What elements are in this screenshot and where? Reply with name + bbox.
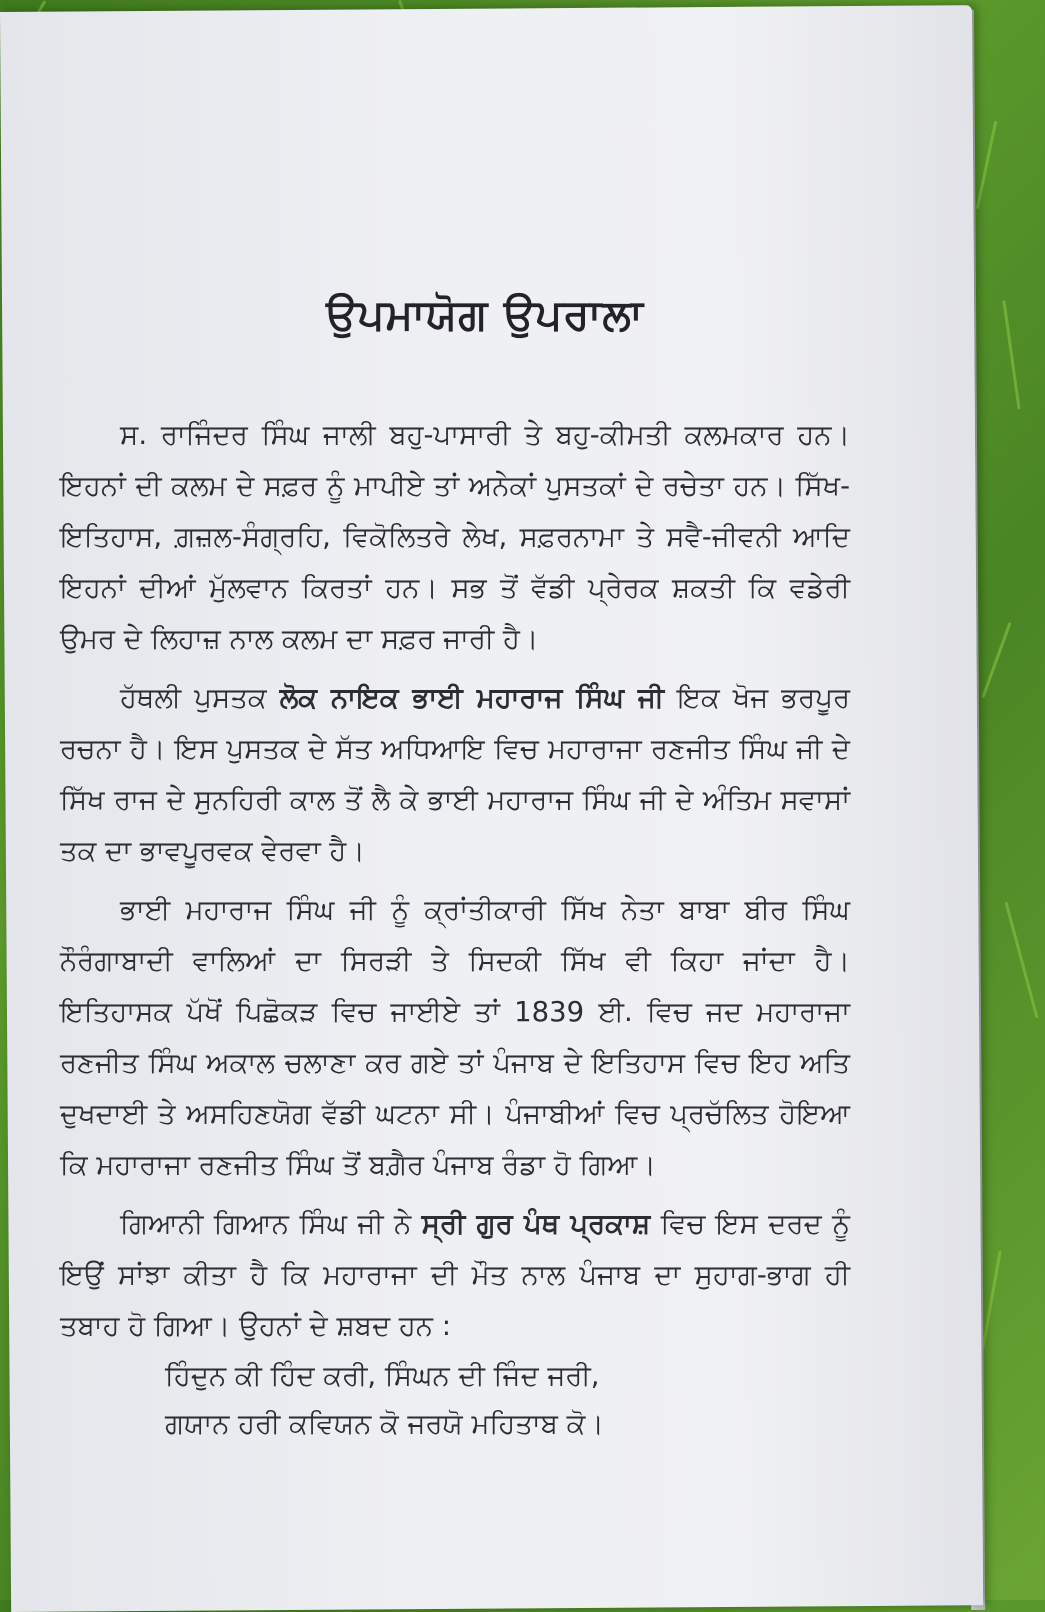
verse-line: ਹਿੰਦੁਨ ਕੀ ਹਿੰਦ ਕਰੀ, ਸਿੰਘਨ ਦੀ ਜਿੰਦ ਜਰੀ, [165,1360,600,1392]
paragraph-2-text-a: ਹੱਥਲੀ ਪੁਸਤਕ [120,682,280,714]
verse-line: ਗਯਾਨ ਹਰੀ ਕਵਿਯਨ ਕੋ ਜਰਯੋ ਮਹਿਤਾਬ ਕੋ। [165,1408,604,1440]
paragraph-4 [60,1199,850,1352]
paragraph-2-text-b: ਇਕ ਖੋਜ ਭਰਪੂਰ ਰਚਨਾ ਹੈ। ਇਸ ਪੁਸਤਕ ਦੇ ਸੱਤ ਅਧਿਆਇ ਵਿਚ ਮਹਾਰਾਜਾ ਰਣਜੀਤ ਸਿੰਘ ਜੀ ਦੇ ਸਿੱਖ ਰਾਜ ਦੇ ਸੁਨਹਿਰੀ ਕਾਲ ਤੋਂ ਲੈ ਕੇ ਭਾਈ ਮਹਾਰਾਜ ਸਿੰਘ ਜੀ ਦੇ ਅੰਤਿਮ ਸਵਾਸਾਂ ਤਕ ਦਾ ਭਾਵਪੂਰਵਕ ਵੇਰਵਾ ਹੈ। [60,682,851,867]
page-title: ਉਪਮਾਯੋਗ ਉਪਰਾਲਾ [326,290,644,339]
paragraph-1: ਸ. ਰਾਜਿੰਦਰ ਸਿੰਘ ਜਾਲੀ ਬਹੁ-ਪਾਸਾਰੀ ਤੇ ਬਹੁ-ਕੀਮਤੀ ਕਲਮਕਾਰ ਹਨ। ਇਹਨਾਂ ਦੀ ਕਲਮ ਦੇ ਸਫ਼ਰ ਨੂੰ ਮਾਪੀਏ ਤਾਂ ਅਨੇਕਾਂ ਪੁਸਤਕਾਂ ਦੇ ਰਚੇਤਾ ਹਨ। ਸਿੱਖ-ਇਤਿਹਾਸ, ਗ਼ਜ਼ਲ-ਸੰਗ੍ਰਹਿ, ਵਿਕੋਲਿਤਰੇ ਲੇਖ, ਸਫ਼ਰਨਾਮਾ ਤੇ ਸਵੈ-ਜੀਵਨੀ ਆਦਿ ਇਹਨਾਂ ਦੀਆਂ ਮੁੱਲਵਾਨ ਕਿਰਤਾਂ ਹਨ। ਸਭ ਤੋਂ ਵੱਡੀ ਪ੍ਰੇਰਕ ਸ਼ਕਤੀ ਕਿ ਵਡੇਰੀ ਉਮਰ ਦੇ ਲਿਹਾਜ਼ ਨਾਲ ਕਲਮ ਦਾ ਸਫ਼ਰ ਜਾਰੀ ਹੈ। [60,419,850,655]
paragraph-3: ਭਾਈ ਮਹਾਰਾਜ ਸਿੰਘ ਜੀ ਨੂੰ ਕ੍ਰਾਂਤੀਕਾਰੀ ਸਿੱਖ ਨੇਤਾ ਬਾਬਾ ਬੀਰ ਸਿੰਘ ਨੌਰੰਗਾਬਾਦੀ ਵਾਲਿਆਂ ਦਾ ਸਿਰੜੀ ਤੇ ਸਿਦਕੀ ਸਿੱਖ ਵੀ ਕਿਹਾ ਜਾਂਦਾ ਹੈ। ਇਤਿਹਾਸਕ ਪੱਖੋਂ ਪਿਛੋਕੜ ਵਿਚ ਜਾਈਏ ਤਾਂ 1839 ਈ. ਵਿਚ ਜਦ ਮਹਾਰਾਜਾ ਰਣਜੀਤ ਸਿੰਘ ਅਕਾਲ ਚਲਾਣਾ ਕਰ ਗਏ ਤਾਂ ਪੰਜਾਬ ਦੇ ਇਤਿਹਾਸ ਵਿਚ ਇਹ ਅਤਿ ਦੁਖਦਾਈ ਤੇ ਅਸਹਿਣਯੋਗ ਵੱਡੀ ਘਟਨਾ ਸੀ। ਪੰਜਾਬੀਆਂ ਵਿਚ ਪ੍ਰਚੱਲਿਤ ਹੋਇਆ ਕਿ ਮਹਾਰਾਜਾ ਰਣਜੀਤ ਸਿੰਘ ਤੋਂ ਬਗ਼ੈਰ ਪੰਜਾਬ ਰੰਡਾ ਹੋ ਗਿਆ। [60,894,850,1181]
page-content [60,290,850,1448]
verse-block [165,1352,850,1448]
book-title-bold: ਲੋਕ ਨਾਇਕ ਭਾਈ ਮਹਾਰਾਜ ਸਿੰਘ ਜੀ [279,682,665,714]
scripture-title-bold: ਸ੍ਰੀ ਗੁਰ ਪੰਥ ਪ੍ਰਕਾਸ਼ [421,1208,651,1240]
paragraph-2 [60,673,850,877]
paragraph-4-text-b: ਵਿਚ ਇਸ ਦਰਦ ਨੂੰ ਇਉਂ ਸਾਂਝਾ ਕੀਤਾ ਹੈ ਕਿ ਮਹਾਰਾਜਾ ਦੀ ਮੌਤ ਨਾਲ ਪੰਜਾਬ ਦਾ ਸੁਹਾਗ-ਭਾਗ ਹੀ ਤਬਾਹ ਹੋ ਗਿਆ। ਉਹਨਾਂ ਦੇ ਸ਼ਬਦ ਹਨ : [60,1208,850,1342]
paragraph-4-text-a: ਗਿਆਨੀ ਗਿਆਨ ਸਿੰਘ ਜੀ ਨੇ [120,1208,422,1240]
